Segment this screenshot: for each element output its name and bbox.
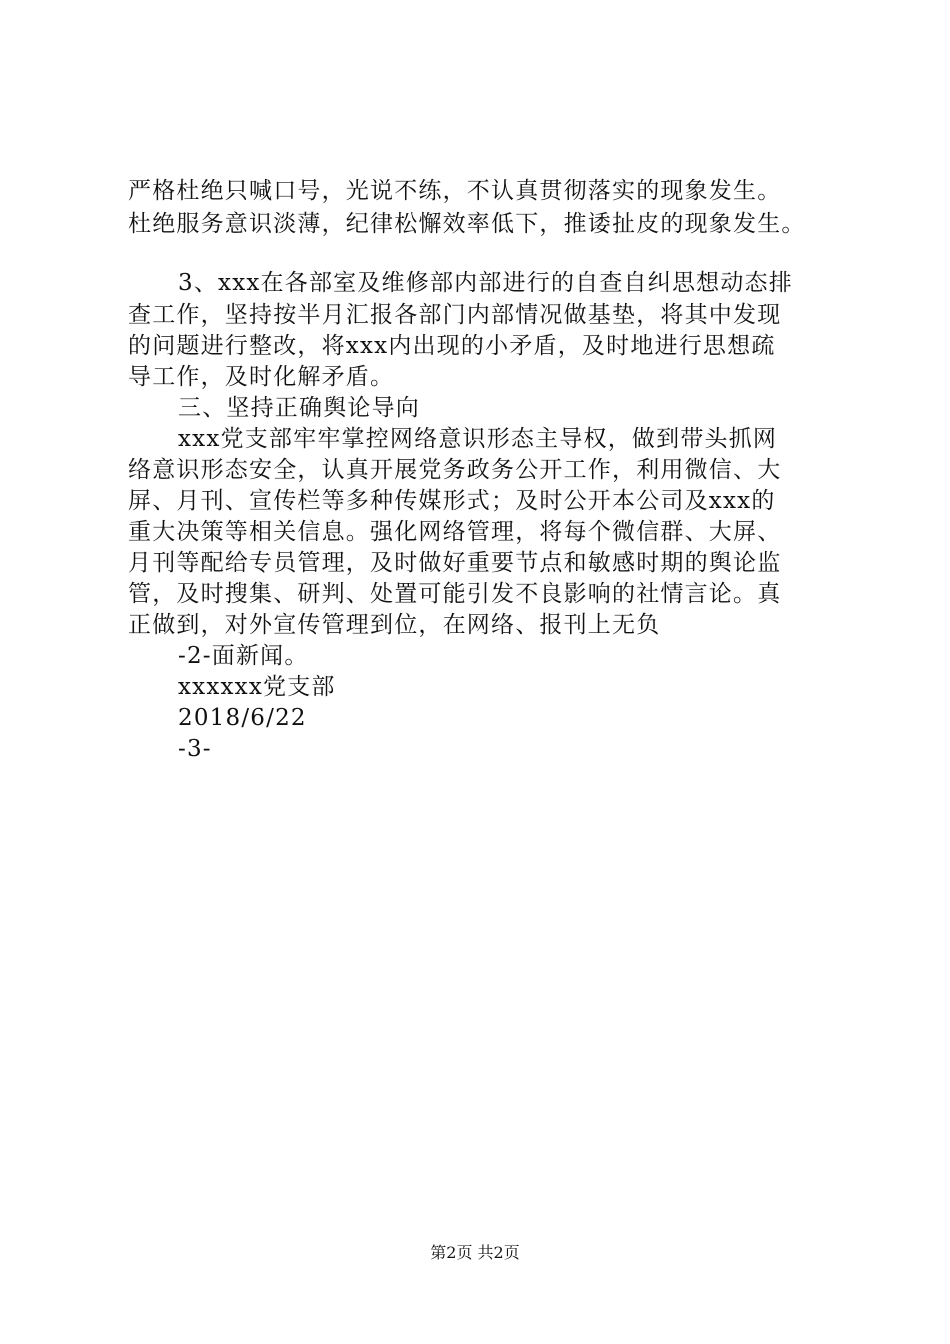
section-heading: 三、坚持正确舆论导向 (178, 395, 420, 421)
body-text-line: 导工作，及时化解矛盾。 (128, 364, 395, 390)
body-text-line: 月刊等配给专员管理，及时做好重要节点和敏感时期的舆论监 (128, 550, 782, 576)
signature-organization: xxxxxx党支部 (178, 674, 336, 700)
body-text-line: 的问题进行整改，将xxx内出现的小矛盾，及时地进行思想疏 (128, 333, 776, 359)
body-text-line: 重大决策等相关信息。强化网络管理，将每个微信群、大屏、 (128, 519, 782, 545)
body-text-line: xxx党支部牢牢掌控网络意识形态主导权，做到带头抓网 (178, 426, 778, 452)
page-marker: -3- (178, 736, 212, 762)
body-text-line: 屏、月刊、宣传栏等多种传媒形式；及时公开本公司及xxx的 (128, 488, 776, 514)
body-text-line: 络意识形态安全，认真开展党务政务公开工作，利用微信、大 (128, 457, 782, 483)
body-text-line: 正做到，对外宣传管理到位，在网络、报刊上无负 (128, 612, 661, 638)
page-footer: 第2页 共2页 (430, 1243, 520, 1262)
body-text-line: 严格杜绝只喊口号，光说不练，不认真贯彻落实的现象发生。 (128, 178, 782, 204)
page-marker: -2-面新闻。 (178, 643, 309, 669)
body-text-line: 3、xxx在各部室及维修部内部进行的自查自纠思想动态排 (178, 270, 793, 296)
body-text-line: 管，及时搜集、研判、处置可能引发不良影响的社情言论。真 (128, 581, 782, 607)
signature-date: 2018/6/22 (178, 705, 307, 731)
body-text-line: 杜绝服务意识淡薄，纪律松懈效率低下，推诿扯皮的现象发生。 (128, 211, 806, 237)
body-text-line: 查工作，坚持按半月汇报各部门内部情况做基垫，将其中发现 (128, 302, 782, 328)
